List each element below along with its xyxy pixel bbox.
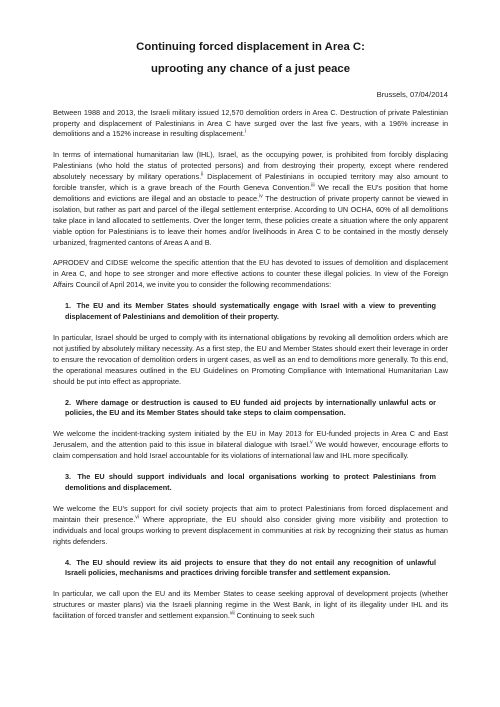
paragraph-demolition-orders: Between 1988 and 2013, the Israeli military issued 12,570 demolition orders in Area C. Destruction of private Palestinian property and displacement of Palestinians in Area C have surged over the last five years, with a 196% increase in demolitions and a 152% increase in resulting displacement.$^i$: [53, 107, 448, 139]
paragraph-incident-tracking: We welcome the incident-tracking system initiated by the EU in May 2013 for EU-funded projects in Area C and East Jerusalem, and the attention paid to this issue in bilateral dialogue with Israel.$^v$ We would however, encourage efforts to claim compensation and hold Israel accountable for its violations of international law and IHL more specifically.: [53, 429, 448, 461]
document-title-line-1: Continuing forced displacement in Area C:: [136, 41, 365, 53]
paragraph-revoke-orders: In particular, Israel should be urged to comply with its international obligations by revoking all demolition orders which are not justified by absolutely military necessity. As a first step, the EU and Member States should exert their leverage in order to ensure the revocation of demolition orders in urgent cases, as well as an end to demolitions more generally. To this end, the operational measures outlined in the EU Guidelines on Promoting Compliance with International Humanitarian Law should be put into effect as appropriate.: [53, 333, 448, 386]
footnote-ref[interactable]: vii: [229, 610, 235, 617]
footnote-ref[interactable]: iii: [311, 182, 315, 189]
footnote-ref[interactable]: iv: [259, 193, 263, 200]
recommendation-4: 4. The EU should review its aid projects to ensure that they do not entail any recognition of unlawful Israeli policies, mechanisms and practices driving forcible transfer and settlement expansion.: [65, 557, 436, 578]
dateline: Brussels, 07/04/2014: [376, 89, 448, 99]
recommendation-3: 3. The EU should support individuals and local organisations working to protect Palestinians from demolitions and displacement.: [65, 472, 436, 492]
footnote-ref[interactable]: ii: [201, 171, 204, 178]
paragraph-ihl: In terms of international humanitarian law (IHL), Israel, as the occupying power, is prohibited from forcibly displacing Palestinians (who hold the status of protected persons) and from destroying their property, except where rendered absolutely necessary by military operations.$^{ii}$ Displacement of Palestinians in occupied territory may also amount to forcible transfer, which is a grave breach of the Fourth Geneva Convention.$^{iii}$ We recall the EU's position that home demolitions and evictions are illegal and an obstacle to peace.$^{iv}$ The destruction of private property cannot be viewed in isolation, but rather as part and parcel of the illegal settlement enterprise. According to UN OCHA, 60% of all demolitions take place in land allocated to settlements. Over the longer term, these policies create a situation where the only apparent viable option for Palestinians is to leave their homes and/or livelihoods in Area C to be contained in the mostly densely urbanized, fragmented cantons of Areas A and B.: [53, 150, 448, 247]
footnote-ref[interactable]: v: [310, 439, 313, 446]
footnote-ref[interactable]: vi: [135, 514, 139, 521]
paragraph-civil-society: We welcome the EU's support for civil society projects that aim to protect Palestinians from forced displacement and maintain their presence.$^{vi}$ Where appropriate, the EU should also consider giving more visibility and protection to individuals and local groups working to prevent displacement in communities at risk by recognizing their status as human rights defenders.: [53, 503, 448, 546]
recommendation-1: 1. The EU and its Member States should systematically engage with Israel with a view to preventing displacement of Palestinians and demolition of their property.: [65, 301, 436, 322]
footnote-ref[interactable]: i: [244, 128, 246, 135]
document-title-line-2: uprooting any chance of a just peace: [151, 63, 350, 76]
paragraph-aprodev-cidse: APRODEV and CIDSE welcome the specific attention that the EU has devoted to issues of demolition and displacement in Area C, and hope to see stronger and more effective actions to counter these illegal policies. In view of the Foreign Affairs Council of April 2014, we invite you to consider the following recommendations:: [53, 258, 448, 290]
paragraph-planning-regime: In particular, we call upon the EU and its Member States to cease seeking approval of development projects (whether structures or master plans) via the Israeli planning regime in the West Bank, in light of its illegality under IHL and its facilitation of forced transfer and settlement expansion.$^{vii}$ Continuing to seek such: [53, 589, 448, 621]
recommendation-2: 2. Where damage or destruction is caused to EU funded aid projects by internationally unlawful acts or policies, the EU and its Member States should take steps to claim compensation.: [65, 397, 436, 418]
